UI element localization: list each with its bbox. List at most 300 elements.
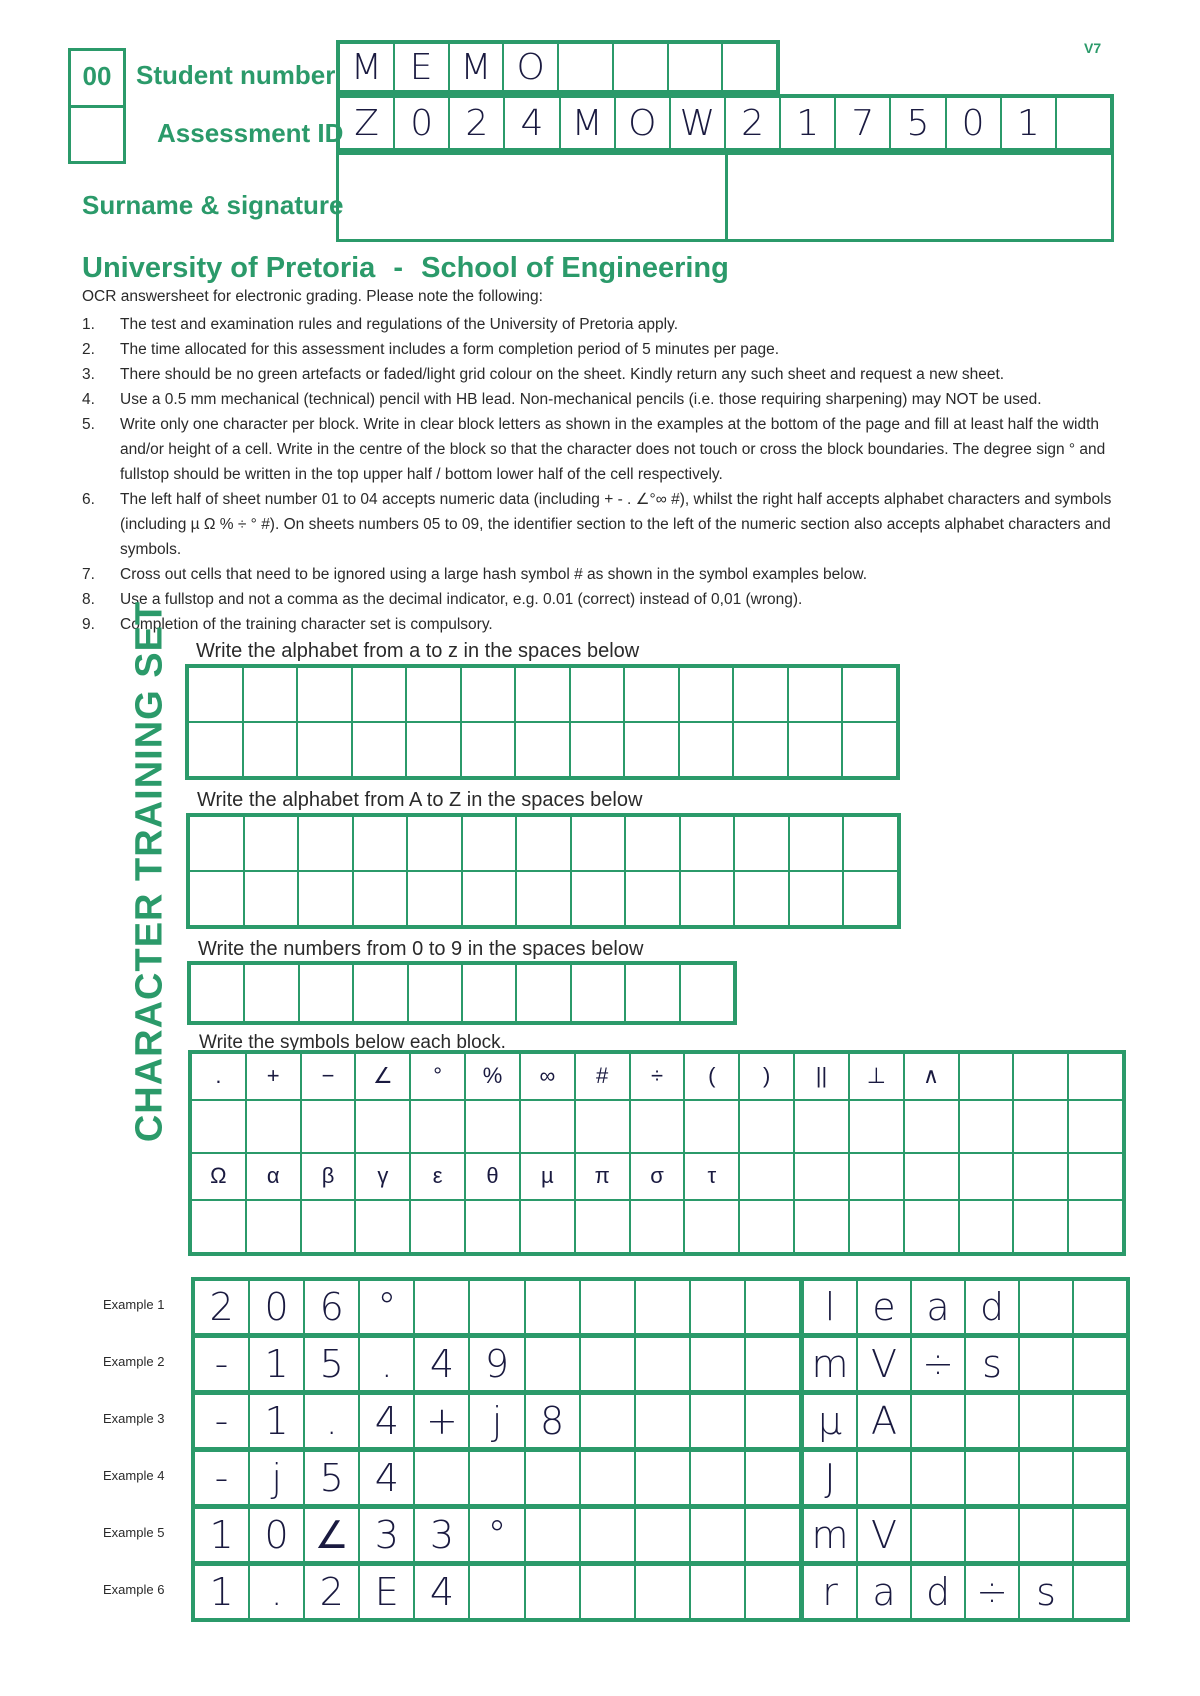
symbol-write-cell[interactable] xyxy=(739,1200,794,1253)
upper-cell[interactable] xyxy=(571,816,626,871)
lower-cell[interactable] xyxy=(788,667,843,722)
student-number-cell-char: M xyxy=(460,46,492,88)
example-cell[interactable] xyxy=(1073,1394,1127,1448)
example-cell[interactable] xyxy=(194,1508,249,1562)
example-cell[interactable] xyxy=(304,1565,359,1619)
number-cell[interactable] xyxy=(571,964,625,1022)
example-numeric-grid[interactable] xyxy=(191,1391,803,1451)
example-cell[interactable] xyxy=(857,1337,911,1391)
upper-cell[interactable] xyxy=(516,816,571,871)
symbol-write-cell[interactable] xyxy=(739,1100,794,1153)
example-cell[interactable] xyxy=(249,1394,304,1448)
upper-cell[interactable] xyxy=(244,816,299,871)
lower-cell[interactable] xyxy=(352,667,407,722)
example-cell[interactable] xyxy=(1073,1508,1127,1562)
lowercase-grid[interactable] xyxy=(185,664,900,780)
symbol-label-cell[interactable] xyxy=(959,1153,1014,1200)
assessment-id-cell[interactable] xyxy=(1001,97,1056,149)
lower-cell[interactable] xyxy=(788,722,843,777)
symbol-label-cell[interactable] xyxy=(246,1153,301,1200)
example-cell[interactable] xyxy=(249,1337,304,1391)
number-cell[interactable] xyxy=(190,964,244,1022)
student-number-cell[interactable] xyxy=(722,43,777,91)
assessment-id-cell[interactable] xyxy=(504,97,559,149)
numbers-grid[interactable] xyxy=(187,961,737,1025)
example-cell[interactable] xyxy=(635,1565,690,1619)
symbol-label-cell[interactable] xyxy=(465,1053,520,1100)
lower-cell[interactable] xyxy=(733,667,788,722)
example-cell[interactable] xyxy=(469,1280,524,1334)
example-cell[interactable] xyxy=(194,1394,249,1448)
symbol-write-cell[interactable] xyxy=(301,1100,356,1153)
assessment-id-grid[interactable] xyxy=(336,94,1114,152)
lower-cell[interactable] xyxy=(570,722,625,777)
upper-cell[interactable] xyxy=(353,816,408,871)
example-cell[interactable] xyxy=(965,1565,1019,1619)
example-cell[interactable] xyxy=(911,1565,965,1619)
symbol-label-cell[interactable] xyxy=(1068,1053,1123,1100)
upper-cell[interactable] xyxy=(189,816,244,871)
example-cell[interactable] xyxy=(194,1280,249,1334)
upper-cell[interactable] xyxy=(571,871,626,926)
example-cell[interactable] xyxy=(690,1508,745,1562)
symbol-label-cell[interactable] xyxy=(1068,1153,1123,1200)
lower-cell[interactable] xyxy=(570,667,625,722)
symbol-write-cell[interactable] xyxy=(410,1100,465,1153)
assessment-id-cell-char: M xyxy=(571,102,603,144)
lower-cell[interactable] xyxy=(624,667,679,722)
symbol-write-cell[interactable] xyxy=(1013,1200,1068,1253)
symbol-write-cell[interactable] xyxy=(630,1200,685,1253)
example-cell-char: 1 xyxy=(264,1342,289,1386)
symbol-label-cell[interactable] xyxy=(246,1053,301,1100)
symbol-label-cell[interactable] xyxy=(794,1153,849,1200)
assessment-id-cell[interactable] xyxy=(449,97,504,149)
lower-cell[interactable] xyxy=(515,667,570,722)
example-cell[interactable] xyxy=(249,1280,304,1334)
example-cell[interactable] xyxy=(857,1451,911,1505)
lower-cell[interactable] xyxy=(352,722,407,777)
example-alpha-grid[interactable] xyxy=(800,1334,1130,1394)
lower-cell[interactable] xyxy=(733,722,788,777)
example-alpha-grid[interactable] xyxy=(800,1448,1130,1508)
example-cell[interactable] xyxy=(690,1565,745,1619)
symbol-label-cell[interactable] xyxy=(465,1153,520,1200)
number-cell[interactable] xyxy=(299,964,353,1022)
symbol-label-cell[interactable] xyxy=(794,1053,849,1100)
number-cell[interactable] xyxy=(408,964,462,1022)
example-cell[interactable] xyxy=(469,1565,524,1619)
example-cell[interactable] xyxy=(359,1451,414,1505)
symbol-label-cell-char: θ xyxy=(486,1163,499,1189)
symbol-label-cell[interactable] xyxy=(410,1053,465,1100)
example-cell[interactable] xyxy=(965,1280,1019,1334)
upper-cell[interactable] xyxy=(298,816,353,871)
example-cell[interactable] xyxy=(965,1451,1019,1505)
example-cell[interactable] xyxy=(911,1280,965,1334)
symbol-write-cell[interactable] xyxy=(246,1100,301,1153)
example-cell[interactable] xyxy=(414,1337,469,1391)
example-cell[interactable] xyxy=(525,1394,580,1448)
symbol-write-cell[interactable] xyxy=(959,1200,1014,1253)
symbol-write-cell[interactable] xyxy=(849,1200,904,1253)
example-label: Example 4 xyxy=(103,1468,165,1483)
symbol-write-cell[interactable] xyxy=(520,1200,575,1253)
symbol-write-cell[interactable] xyxy=(465,1100,520,1153)
assessment-id-cell[interactable] xyxy=(560,97,615,149)
upper-cell[interactable] xyxy=(353,871,408,926)
number-cell[interactable] xyxy=(625,964,679,1022)
example-cell[interactable] xyxy=(690,1280,745,1334)
student-number-cell[interactable] xyxy=(613,43,668,91)
example-cell[interactable] xyxy=(1019,1451,1073,1505)
symbol-label-cell[interactable] xyxy=(1013,1153,1068,1200)
student-number-cell[interactable] xyxy=(668,43,723,91)
example-cell[interactable] xyxy=(803,1508,857,1562)
example-label: Example 5 xyxy=(103,1525,165,1540)
example-alpha-grid[interactable] xyxy=(800,1505,1130,1565)
example-cell-char: E xyxy=(374,1570,399,1614)
example-cell[interactable] xyxy=(690,1451,745,1505)
example-cell[interactable] xyxy=(857,1508,911,1562)
lower-cell[interactable] xyxy=(842,722,897,777)
symbol-label-cell[interactable] xyxy=(904,1053,959,1100)
upper-cell[interactable] xyxy=(789,816,844,871)
assessment-id-cell[interactable] xyxy=(670,97,725,149)
symbol-label-cell[interactable] xyxy=(1013,1053,1068,1100)
symbol-write-cell[interactable] xyxy=(575,1200,630,1253)
symbol-label-cell[interactable] xyxy=(355,1053,410,1100)
symbol-label-cell-char: σ xyxy=(650,1163,664,1189)
upper-cell[interactable] xyxy=(843,871,898,926)
symbol-write-cell[interactable] xyxy=(520,1100,575,1153)
example-cell[interactable] xyxy=(803,1565,857,1619)
example-cell[interactable] xyxy=(745,1394,800,1448)
symbol-label-cell[interactable] xyxy=(684,1153,739,1200)
example-cell[interactable] xyxy=(965,1394,1019,1448)
example-cell[interactable] xyxy=(249,1451,304,1505)
example-cell[interactable] xyxy=(1019,1337,1073,1391)
example-cell[interactable] xyxy=(745,1280,800,1334)
example-cell[interactable] xyxy=(965,1337,1019,1391)
example-cell[interactable] xyxy=(580,1508,635,1562)
rule-item xyxy=(82,387,1132,412)
symbol-label-cell[interactable] xyxy=(410,1153,465,1200)
example-numeric-grid[interactable] xyxy=(191,1505,803,1565)
example-cell[interactable] xyxy=(1019,1508,1073,1562)
symbol-label-cell-char: ∧ xyxy=(923,1063,940,1089)
example-cell[interactable] xyxy=(249,1565,304,1619)
lower-cell[interactable] xyxy=(842,667,897,722)
lower-cell[interactable] xyxy=(406,667,461,722)
symbol-label-cell[interactable] xyxy=(191,1153,246,1200)
assessment-id-cell[interactable] xyxy=(835,97,890,149)
lower-cell[interactable] xyxy=(243,667,298,722)
example-cell[interactable] xyxy=(414,1394,469,1448)
upper-cell[interactable] xyxy=(789,871,844,926)
rule-text: The time allocated for this assessment includes a form completion period of 5 minutes per page. xyxy=(120,341,780,358)
example-cell[interactable] xyxy=(359,1565,414,1619)
example-cell[interactable] xyxy=(359,1337,414,1391)
symbol-write-cell[interactable] xyxy=(794,1200,849,1253)
example-cell-char: r xyxy=(822,1570,838,1614)
number-cell[interactable] xyxy=(516,964,570,1022)
student-number-cell[interactable] xyxy=(558,43,613,91)
upper-cell[interactable] xyxy=(734,816,789,871)
example-alpha-grid[interactable] xyxy=(800,1277,1130,1337)
lower-cell[interactable] xyxy=(297,722,352,777)
number-cell[interactable] xyxy=(244,964,298,1022)
symbol-label-cell[interactable] xyxy=(191,1053,246,1100)
lower-cell[interactable] xyxy=(515,722,570,777)
example-cell[interactable] xyxy=(414,1508,469,1562)
symbol-label-cell[interactable] xyxy=(575,1153,630,1200)
number-cell[interactable] xyxy=(462,964,516,1022)
student-number-cell[interactable] xyxy=(449,43,504,91)
example-cell[interactable] xyxy=(745,1337,800,1391)
example-cell[interactable] xyxy=(857,1565,911,1619)
example-cell-char: ∠ xyxy=(314,1513,349,1557)
symbol-write-cell[interactable] xyxy=(630,1100,685,1153)
lower-cell[interactable] xyxy=(406,722,461,777)
example-cell[interactable] xyxy=(359,1508,414,1562)
symbol-write-cell[interactable] xyxy=(904,1100,959,1153)
example-cell[interactable] xyxy=(194,1451,249,1505)
example-cell[interactable] xyxy=(635,1394,690,1448)
lower-cell[interactable] xyxy=(297,667,352,722)
example-cell[interactable] xyxy=(469,1508,524,1562)
symbol-label-cell[interactable] xyxy=(959,1053,1014,1100)
upper-cell[interactable] xyxy=(407,871,462,926)
upper-cell[interactable] xyxy=(516,871,571,926)
example-cell[interactable] xyxy=(359,1394,414,1448)
example-cell[interactable] xyxy=(249,1508,304,1562)
example-cell-char: 6 xyxy=(319,1285,344,1329)
assessment-id-cell[interactable] xyxy=(946,97,1001,149)
example-cell[interactable] xyxy=(745,1565,800,1619)
example-cell[interactable] xyxy=(580,1565,635,1619)
assessment-id-cell[interactable] xyxy=(1056,97,1111,149)
signature-field[interactable] xyxy=(725,152,1114,242)
upper-cell[interactable] xyxy=(625,871,680,926)
student-number-cell[interactable] xyxy=(394,43,449,91)
symbol-write-cell[interactable] xyxy=(355,1200,410,1253)
example-cell[interactable] xyxy=(965,1508,1019,1562)
example-numeric-grid[interactable] xyxy=(191,1562,803,1622)
upper-cell[interactable] xyxy=(462,816,517,871)
title-dash: - xyxy=(393,252,404,284)
upper-cell[interactable] xyxy=(244,871,299,926)
example-cell[interactable] xyxy=(304,1451,359,1505)
example-cell[interactable] xyxy=(803,1451,857,1505)
symbol-write-cell[interactable] xyxy=(465,1200,520,1253)
example-cell[interactable] xyxy=(690,1394,745,1448)
symbol-write-cell[interactable] xyxy=(1013,1100,1068,1153)
example-cell[interactable] xyxy=(469,1337,524,1391)
lower-cell[interactable] xyxy=(461,722,516,777)
symbol-label-cell[interactable] xyxy=(904,1153,959,1200)
symbol-label-cell[interactable] xyxy=(355,1153,410,1200)
upper-cell[interactable] xyxy=(680,816,735,871)
lower-cell[interactable] xyxy=(188,667,243,722)
symbol-write-cell[interactable] xyxy=(904,1200,959,1253)
assessment-id-cell[interactable] xyxy=(890,97,945,149)
lower-cell[interactable] xyxy=(243,722,298,777)
example-numeric-grid[interactable] xyxy=(191,1334,803,1394)
example-cell[interactable] xyxy=(359,1280,414,1334)
example-cell[interactable] xyxy=(414,1280,469,1334)
surname-field[interactable] xyxy=(336,152,728,242)
upper-cell[interactable] xyxy=(462,871,517,926)
example-cell[interactable] xyxy=(304,1337,359,1391)
symbol-label-cell[interactable] xyxy=(739,1053,794,1100)
symbol-label-cell-char: Ω xyxy=(210,1163,227,1189)
symbol-label-cell[interactable] xyxy=(849,1053,904,1100)
student-number-cell[interactable] xyxy=(339,43,394,91)
example-cell[interactable] xyxy=(635,1337,690,1391)
assessment-id-cell[interactable] xyxy=(615,97,670,149)
symbol-write-cell[interactable] xyxy=(794,1100,849,1153)
example-cell[interactable] xyxy=(469,1394,524,1448)
upper-cell[interactable] xyxy=(680,871,735,926)
example-cell[interactable] xyxy=(1073,1337,1127,1391)
number-cell[interactable] xyxy=(353,964,407,1022)
symbol-write-cell[interactable] xyxy=(684,1200,739,1253)
example-cell[interactable] xyxy=(194,1337,249,1391)
lower-cell[interactable] xyxy=(188,722,243,777)
example-cell[interactable] xyxy=(525,1508,580,1562)
upper-cell[interactable] xyxy=(298,871,353,926)
lower-cell[interactable] xyxy=(679,667,734,722)
symbol-write-cell[interactable] xyxy=(575,1100,630,1153)
assessment-id-cell[interactable] xyxy=(725,97,780,149)
example-cell[interactable] xyxy=(911,1508,965,1562)
example-cell[interactable] xyxy=(194,1565,249,1619)
example-cell[interactable] xyxy=(304,1508,359,1562)
symbol-write-cell[interactable] xyxy=(410,1200,465,1253)
example-cell[interactable] xyxy=(580,1451,635,1505)
student-number-grid[interactable] xyxy=(336,40,780,94)
rule-text: Write only one character per block. Write in clear block letters as shown in the examples at the bottom of the page and fill at least half the width and/or height of a cell. Write in the centre of the block so that the character does not touch or cross the block boundaries. The degree sign ° and fullstop should be written in the top upper half / bottom lower half of the cell respectively. xyxy=(120,416,1106,483)
example-cell[interactable] xyxy=(803,1280,857,1334)
example-cell[interactable] xyxy=(635,1451,690,1505)
example-cell[interactable] xyxy=(1073,1451,1127,1505)
upper-cell[interactable] xyxy=(407,816,462,871)
upper-cell[interactable] xyxy=(734,871,789,926)
symbol-label-cell[interactable] xyxy=(739,1153,794,1200)
example-numeric-grid[interactable] xyxy=(191,1448,803,1508)
upper-cell[interactable] xyxy=(189,871,244,926)
example-cell[interactable] xyxy=(911,1451,965,1505)
symbol-label-cell-char: γ xyxy=(377,1163,389,1189)
example-cell[interactable] xyxy=(525,1337,580,1391)
upper-cell[interactable] xyxy=(843,816,898,871)
symbol-label-cell[interactable] xyxy=(630,1053,685,1100)
example-cell[interactable] xyxy=(580,1280,635,1334)
example-cell[interactable] xyxy=(803,1337,857,1391)
symbol-write-cell[interactable] xyxy=(191,1100,246,1153)
example-cell[interactable] xyxy=(635,1280,690,1334)
example-cell[interactable] xyxy=(745,1508,800,1562)
example-cell[interactable] xyxy=(690,1337,745,1391)
example-cell[interactable] xyxy=(525,1280,580,1334)
upper-cell[interactable] xyxy=(625,816,680,871)
example-alpha-grid[interactable] xyxy=(800,1562,1130,1622)
lower-cell[interactable] xyxy=(461,667,516,722)
symbol-write-cell[interactable] xyxy=(849,1100,904,1153)
symbol-write-cell[interactable] xyxy=(684,1100,739,1153)
symbol-label-cell-char: ) xyxy=(762,1063,771,1089)
symbol-write-cell[interactable] xyxy=(355,1100,410,1153)
symbol-label-cell[interactable] xyxy=(684,1053,739,1100)
example-cell[interactable] xyxy=(1073,1280,1127,1334)
example-cell[interactable] xyxy=(1019,1280,1073,1334)
student-number-label: Student number xyxy=(136,60,336,90)
example-cell[interactable] xyxy=(304,1280,359,1334)
example-cell[interactable] xyxy=(745,1451,800,1505)
example-cell[interactable] xyxy=(304,1394,359,1448)
example-cell[interactable] xyxy=(857,1394,911,1448)
example-cell[interactable] xyxy=(803,1394,857,1448)
example-cell[interactable] xyxy=(911,1394,965,1448)
symbol-label-cell[interactable] xyxy=(301,1053,356,1100)
rule-item xyxy=(82,412,1132,487)
example-cell[interactable] xyxy=(580,1394,635,1448)
lower-cell[interactable] xyxy=(624,722,679,777)
example-cell-char: ÷ xyxy=(976,1570,1008,1614)
symbol-label-cell[interactable] xyxy=(849,1153,904,1200)
symbol-label-cell[interactable] xyxy=(575,1053,630,1100)
example-cell[interactable] xyxy=(580,1337,635,1391)
example-cell[interactable] xyxy=(525,1565,580,1619)
symbol-write-cell[interactable] xyxy=(301,1200,356,1253)
rule-number: 9. xyxy=(82,616,95,633)
uppercase-grid[interactable] xyxy=(186,813,901,929)
example-cell[interactable] xyxy=(1073,1565,1127,1619)
student-number-cell[interactable] xyxy=(503,43,558,91)
example-cell[interactable] xyxy=(1019,1394,1073,1448)
example-cell[interactable] xyxy=(525,1451,580,1505)
symbols-grid[interactable] xyxy=(188,1050,1126,1256)
symbol-label-cell[interactable] xyxy=(520,1053,575,1100)
symbol-label-cell[interactable] xyxy=(630,1153,685,1200)
assessment-id-cell[interactable] xyxy=(339,97,394,149)
symbol-label-cell[interactable] xyxy=(520,1153,575,1200)
example-cell[interactable] xyxy=(414,1565,469,1619)
symbol-write-cell[interactable] xyxy=(191,1200,246,1253)
symbol-write-cell[interactable] xyxy=(246,1200,301,1253)
symbol-write-cell[interactable] xyxy=(1068,1100,1123,1153)
example-cell[interactable] xyxy=(414,1451,469,1505)
symbol-write-cell[interactable] xyxy=(959,1100,1014,1153)
example-cell[interactable] xyxy=(1019,1565,1073,1619)
example-cell[interactable] xyxy=(635,1508,690,1562)
example-cell[interactable] xyxy=(911,1337,965,1391)
assessment-id-cell[interactable] xyxy=(394,97,449,149)
number-cell[interactable] xyxy=(680,964,734,1022)
symbol-label-cell-char: ÷ xyxy=(650,1063,664,1089)
lower-cell[interactable] xyxy=(679,722,734,777)
example-cell[interactable] xyxy=(857,1280,911,1334)
symbol-label-cell[interactable] xyxy=(301,1153,356,1200)
symbol-write-cell[interactable] xyxy=(1068,1200,1123,1253)
example-alpha-grid[interactable] xyxy=(800,1391,1130,1451)
numbers-title: Write the numbers from 0 to 9 in the spaces below xyxy=(198,938,644,960)
example-cell-char: l xyxy=(824,1285,836,1329)
example-numeric-grid[interactable] xyxy=(191,1277,803,1337)
assessment-id-cell[interactable] xyxy=(780,97,835,149)
example-cell[interactable] xyxy=(469,1451,524,1505)
